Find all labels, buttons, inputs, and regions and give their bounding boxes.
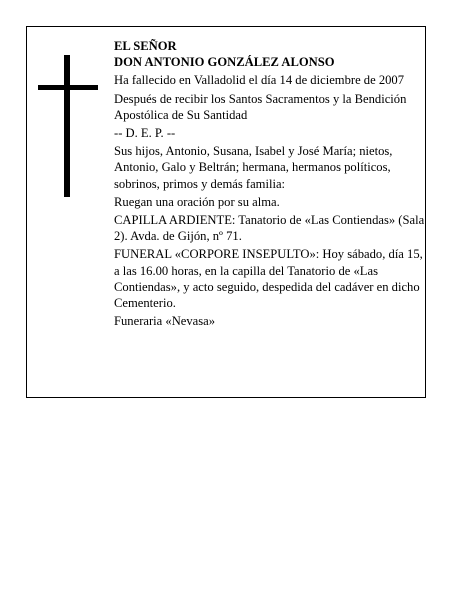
cross-vertical-bar <box>64 55 70 197</box>
obituary-text <box>114 38 428 331</box>
funeral-info: FUNERAL «CORPORE INSEPULTO»: Hoy sábado, día 15, a las 16.00 horas, en la capilla del Tanatorio de «Las Contiendas», y acto seguido, despedida del cadáver en dicho Cementerio. <box>114 247 423 311</box>
sacraments-line: Después de recibir los Santos Sacramentos y la Bendición Apostólica de Su Santidad <box>114 91 407 122</box>
deceased-name: DON ANTONIO GONZÁLEZ ALONSO <box>114 55 335 70</box>
chapel-info: CAPILLA ARDIENTE: Tanatorio de «Las Contiendas» (Sala 2). Avda. de Gijón, nº 71. <box>114 213 425 244</box>
latin-cross-icon <box>38 55 98 197</box>
family-line: Sus hijos, Antonio, Susana, Isabel y José María; nietos, Antonio, Galo y Beltrán; hermana, hermanos políticos, sobrinos, primos y demás familia: <box>114 144 393 191</box>
death-announcement: Ha fallecido en Valladolid el día 14 de diciembre de 2007 <box>114 73 405 88</box>
cross-horizontal-bar <box>38 85 98 90</box>
rip-line: -- D. E. P. -- <box>114 126 176 141</box>
prayer-request: Ruegan una oración por su alma. <box>114 194 280 209</box>
funeral-home: Funeraria «Nevasa» <box>114 314 216 329</box>
deceased-title: EL SEÑOR <box>114 39 177 53</box>
